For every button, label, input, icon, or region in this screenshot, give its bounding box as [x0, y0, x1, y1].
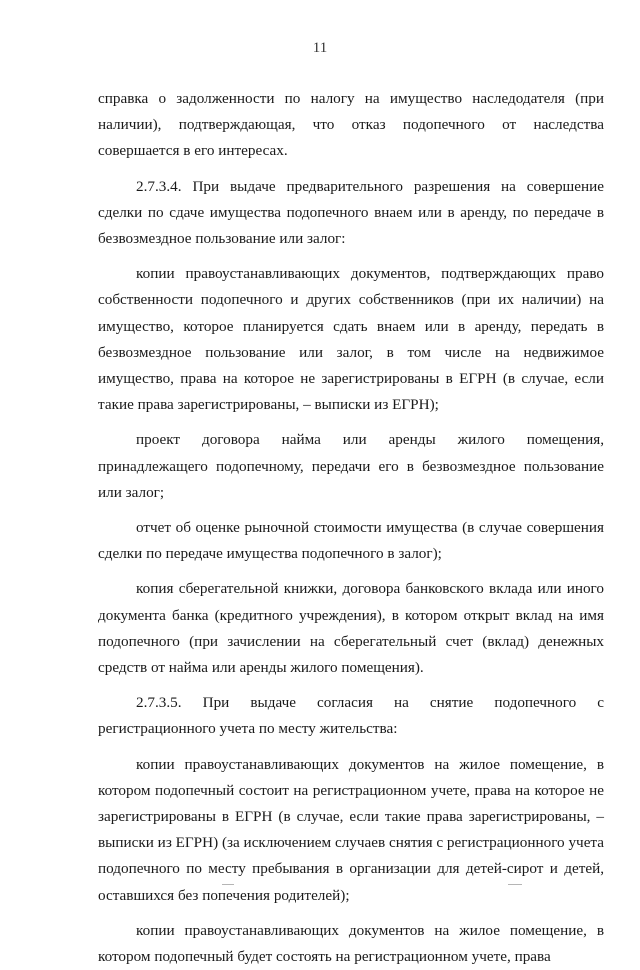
- paragraph: отчет об оценке рыночной стоимости имущества (в случае совершения сделки по передаче имущества подопечного в залог);: [98, 519, 604, 563]
- paragraph: копии правоустанавливающих документов, подтверждающих право собственности подопечного и других собственников (при их наличии) на имущество, которое планируется сдать внаем или в аренду, передать в безвозмездное пользование или залог, в том числе на недвижимое имущество, права на которое не зарегистрированы в ЕГРН (в случае, если такие права зарегистрированы, – выписки из ЕГРН);: [98, 265, 604, 414]
- page-number: 11: [312, 40, 328, 56]
- paragraph: копии правоустанавливающих документов на жилое помещение, в котором подопечный состоит на регистрационном учете, права на которое не зарегистрированы в ЕГРН (в случае, если такие права зарегистрированы, – выписки из ЕГРН) (за исключением случаев снятия с регистрационного учета подопечного по месту пребывания в организации для детей-сирот и детей, оставшихся без попечения родителей);: [98, 755, 604, 904]
- scan-artifact: [222, 884, 234, 885]
- paragraph: копия сберегательной книжки, договора банковского вклада или иного документа банка (кредитного учреждения), в котором открыт вклад на имя подопечного (при зачислении на сберегательный счет (вклад) денежных средств от найма или аренды жилого помещения).: [98, 580, 604, 677]
- paragraph: проект договора найма или аренды жилого помещения, принадлежащего подопечному, передачи его в безвозмездное пользование или залог;: [98, 431, 604, 501]
- scan-artifact: [508, 884, 522, 885]
- document-body: [98, 86, 604, 970]
- paragraph: 2.7.3.5. При выдаче согласия на снятие подопечного с регистрационного учета по месту жительства:: [98, 694, 604, 738]
- paragraph: копии правоустанавливающих документов на жилое помещение, в котором подопечный будет состоять на регистрационном учете, права: [98, 921, 604, 966]
- paragraph: 2.7.3.4. При выдаче предварительного разрешения на совершение сделки по сдаче имущества подопечного внаем или в аренду, по передаче в безвозмездное пользование или залог:: [98, 177, 604, 248]
- paragraph: справка о задолженности по налогу на имущество наследодателя (при наличии), подтверждающая, что отказ подопечного от наследства совершается в его интересах.: [98, 90, 604, 160]
